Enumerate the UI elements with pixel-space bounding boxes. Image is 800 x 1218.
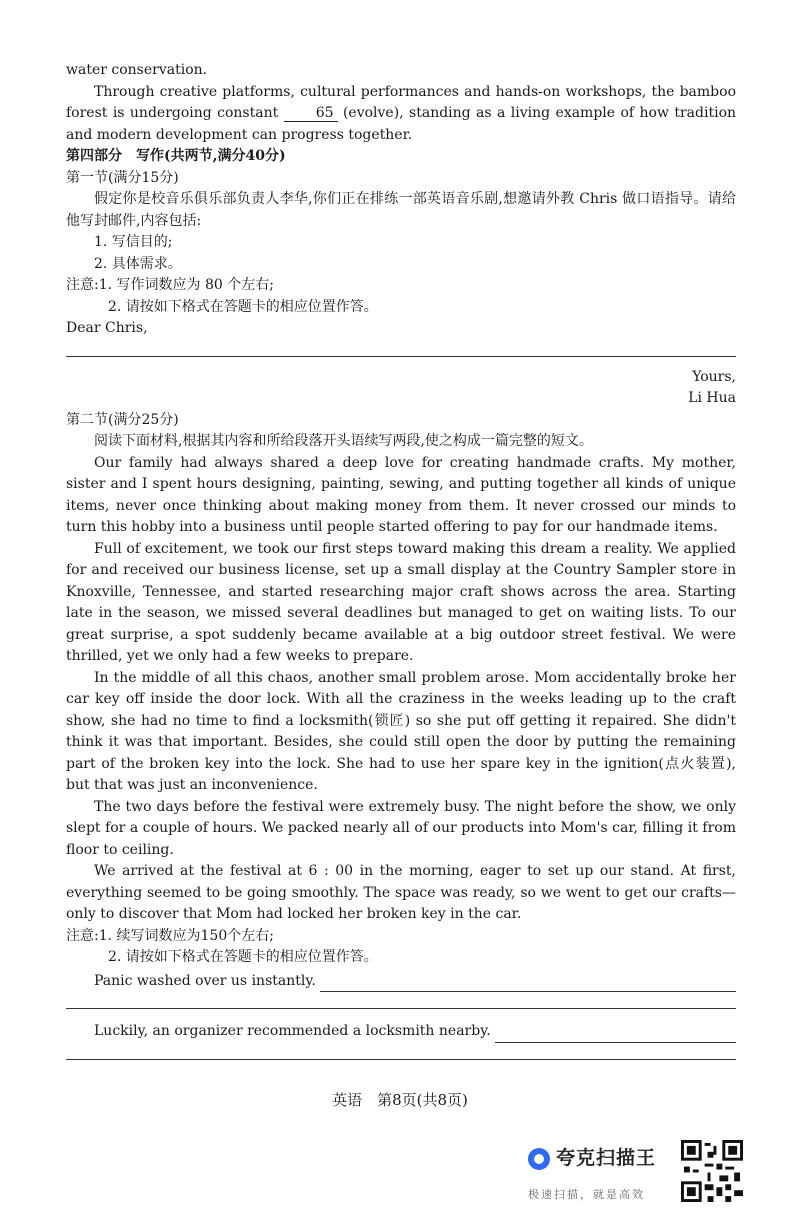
story-paragraph: The two days before the festival were extremely busy. The night before the show, we only slept for a couple of hours. We packed nearly all of our products into Mom's car, filling it from floor to ceiling. [66, 798, 736, 858]
answer-blank: 65 [284, 105, 338, 122]
note-line: 2. 请按如下格式在答题卡的相应位置作答。 [108, 949, 378, 965]
writing-line [66, 1059, 736, 1060]
text-line: water conservation. [66, 62, 208, 78]
writing-line [320, 977, 736, 992]
page-body [66, 60, 736, 1060]
paragraph-bamboo: Through creative platforms, cultural performances and hands-on workshops, the bamboo forest is undergoing constant 65 (evolve), standing as a living example of how tradition and modern development can progress together. [66, 83, 737, 143]
list-item: 2. 具体需求。 [94, 255, 182, 272]
note-line: 注意:1. 续写词数应为150个左右; [66, 927, 274, 944]
quark-logo-icon [528, 1148, 550, 1170]
qr-code-icon [681, 1140, 743, 1202]
continuation-start-2: Luckily, an organizer recommended a locksmith nearby. [66, 1021, 736, 1043]
section2-prompt: 阅读下面材料,根据其内容和所给段落开头语续写两段,使之构成一篇完整的短文。 [94, 433, 593, 449]
section2-title: 第二节(满分25分) [66, 411, 179, 428]
watermark-slogan: 极速扫描，就是高效 [528, 1188, 645, 1201]
greeting: Dear Chris, [66, 320, 148, 336]
writing-line [66, 1008, 736, 1009]
continuation-start-1: Panic washed over us instantly. [66, 971, 736, 993]
section1-title: 第一节(满分15分) [66, 169, 179, 186]
list-item: 1. 写信目的; [94, 234, 173, 250]
page-footer: 英语 第8页(共8页) [332, 1091, 468, 1109]
story-paragraph: Full of excitement, we took our first steps toward making this dream a reality. We applied for and received our business license, set up a small display at the Country Sampler store in Knoxville, Tennessee, and started researching major craft shows across the area. Starting late in the season, we missed several deadlines but managed to get on waiting lists. To our great surprise, a spot suddenly became available at a big outdoor street festival. We were thrilled, yet we only had a few weeks to prepare. [66, 540, 736, 664]
scanner-watermark [528, 1140, 743, 1204]
watermark-brand: 夸克扫描王 [556, 1147, 657, 1170]
writing-line [495, 1028, 736, 1043]
story-paragraph: We arrived at the festival at 6 : 00 in the morning, eager to set up our stand. At first, everything seemed to be going smoothly. The space was ready, so we went to get our crafts—only to discover that Mom had locked her broken key in the car. [66, 863, 736, 922]
section1-prompt: 假定你是校音乐俱乐部负责人李华,你们正在排练一部英语音乐剧,想邀请外教 Chris 做口语指导。请给他写封邮件,内容包括: [66, 191, 736, 229]
writing-line [66, 356, 736, 357]
signature: Li Hua [688, 390, 736, 406]
story-paragraph: Our family had always shared a deep love for creating handmade crafts. My mother, sister and I spent hours designing, painting, sewing, and putting together all kinds of unique items, never once thinking about making money from them. It never crossed our minds to turn this hobby into a business until people started offering to pay for our handmade items. [66, 454, 736, 535]
story-paragraph: In the middle of all this chaos, another small problem arose. Mom accidentally broke her car key off inside the door lock. With all the craziness in the weeks leading up to the craft show, she had no time to find a locksmith(锁匠) so she put off getting it repaired. She didn't think it was that important. Besides, she could still open the door by putting the remaining part of the broken key into the lock. She had to use her spare key in the ignition(点火装置), but that was just an inconvenience. [66, 669, 736, 793]
note-line: 2. 请按如下格式在答题卡的相应位置作答。 [108, 298, 378, 315]
part4-title: 第四部分 写作(共两节,满分40分) [66, 148, 286, 164]
note-line: 注意:1. 写作词数应为 80 个左右; [66, 277, 274, 293]
closing: Yours, [692, 368, 736, 385]
